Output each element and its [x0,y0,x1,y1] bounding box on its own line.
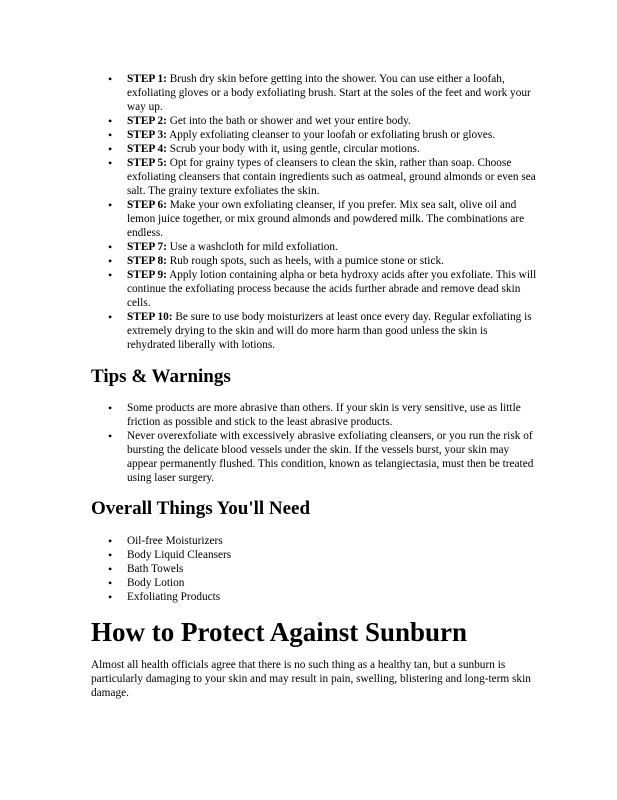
needs-heading: Overall Things You'll Need [91,498,311,519]
step-item-8 [127,254,537,268]
need-item: • Exfoliating Products [127,590,427,604]
step-item-1 [127,72,537,114]
step-item-10 [127,310,537,352]
step-label: STEP 5: [127,157,167,169]
step-text: Brush dry skin before getting into the shower. You can use either a loofah, exfoliating gloves or a body exfoliating brush. Start at the soles of the feet and work your way up. [127,73,531,113]
step-text: Get into the bath or shower and wet your entire body. [166,115,411,127]
step-label: STEP 6: [127,199,167,211]
step-label: STEP 2: [127,115,167,127]
needs-list [127,534,427,604]
step-item-5 [127,156,537,198]
need-item: • Body Liquid Cleansers [127,548,427,562]
need-item: • Body Lotion [127,576,427,590]
step-label: STEP 7: [127,241,167,253]
step-item-9 [127,268,537,310]
step-item-3 [127,128,537,142]
step-label: STEP 3: [127,129,167,141]
step-item-6 [127,198,537,240]
step-text: Use a washcloth for mild exfoliation. [166,241,338,253]
sunburn-intro: Almost all health officials agree that there is no such thing as a healthy tan, but a sunburn is particularly damaging to your skin and may result in pain, swelling, blistering and long-term skin damage. [91,659,531,699]
step-text: Be sure to use body moisturizers at least once every day. Regular exfoliating is extremely drying to the skin and will do more harm than good unless the skin is rehydrated liberally with lotions. [127,311,532,351]
step-item-2 [127,114,537,128]
tips-list [127,401,539,485]
step-text: Opt for grainy types of cleansers to clean the skin, rather than soap. Choose exfoliating cleansers that contain ingredients such as oatmeal, ground almonds or even sea salt. The grainy texture exfoliates the skin. [127,157,536,197]
step-item-4 [127,142,537,156]
step-text: Rub rough spots, such as heels, with a pumice stone or stick. [166,255,444,267]
sunburn-title: How to Protect Against Sunburn [91,617,468,647]
steps-list [127,72,537,352]
step-item-7 [127,240,537,254]
step-label: STEP 9: [127,269,167,281]
step-text: Apply lotion containing alpha or beta hydroxy acids after you exfoliate. This will continue the exfoliating process because the acids further abrade and remove dead skin cells. [127,269,537,309]
need-item: • Bath Towels [127,562,427,576]
step-label: STEP 8: [127,255,167,267]
step-text: Apply exfoliating cleanser to your loofah or exfoliating brush or gloves. [166,129,496,141]
tips-heading: Tips & Warnings [91,366,231,387]
step-text: Make your own exfoliating cleanser, if you prefer. Mix sea salt, olive oil and lemon juice together, or mix ground almonds and powdered milk. The combinations are endless. [127,199,525,239]
tip-item: • Some products are more abrasive than others. If your skin is very sensitive, use as little friction as possible and stick to the least abrasive products. [127,401,539,429]
step-text: Scrub your body with it, using gentle, circular motions. [166,143,420,155]
step-label: STEP 1: [127,73,167,85]
step-label: STEP 4: [127,143,167,155]
tip-item: • Never overexfoliate with excessively abrasive exfoliating cleansers, or you run the risk of bursting the delicate blood vessels under the skin. If the vessels burst, your skin may appear permanently flushed. This condition, known as telangiectasia, must then be treated using laser surgery. [127,429,539,485]
step-label: STEP 10: [127,311,173,323]
need-item: • Oil-free Moisturizers [127,534,427,548]
